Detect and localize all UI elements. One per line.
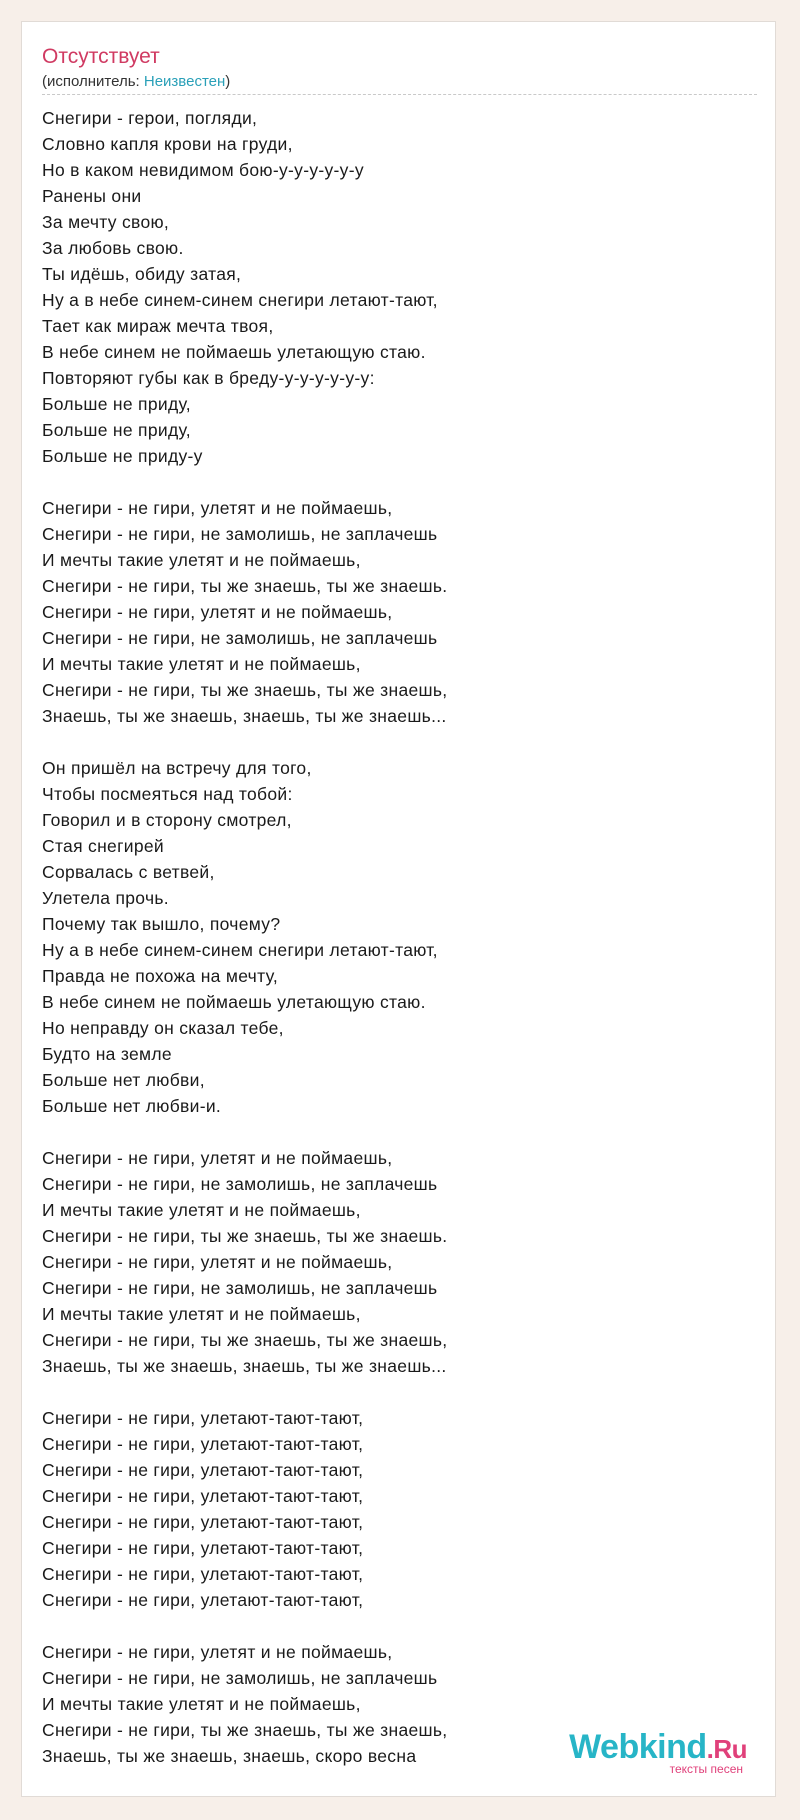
lyric-line: Больше не приду, xyxy=(42,420,191,440)
logo-tld: .Ru xyxy=(706,1734,747,1764)
lyric-line: Снегири - не гири, улетают-тают-тают, xyxy=(42,1434,364,1454)
lyrics-stanza xyxy=(42,495,757,729)
lyric-line: Стая снегирей xyxy=(42,836,164,856)
lyric-line: Больше не приду, xyxy=(42,394,191,414)
lyric-line: Сорвалась с ветвей, xyxy=(42,862,215,882)
lyric-line: И мечты такие улетят и не поймаешь, xyxy=(42,1200,361,1220)
lyric-line: И мечты такие улетят и не поймаешь, xyxy=(42,1694,361,1714)
lyric-line: Будто на земле xyxy=(42,1044,172,1064)
lyric-line: Снегири - не гири, не замолишь, не заплачешь xyxy=(42,1174,438,1194)
lyric-line: Снегири - не гири, ты же знаешь, ты же знаешь, xyxy=(42,1330,448,1350)
lyric-line: Снегири - не гири, не замолишь, не заплачешь xyxy=(42,628,438,648)
lyric-line: Ну а в небе синем-синем снегири летают-тают, xyxy=(42,290,438,310)
lyric-line: Снегири - не гири, улетают-тают-тают, xyxy=(42,1460,364,1480)
lyric-line: Правда не похожа на мечту, xyxy=(42,966,279,986)
lyric-line: Больше нет любви, xyxy=(42,1070,205,1090)
lyric-line: Снегири - не гири, улетят и не поймаешь, xyxy=(42,1148,393,1168)
lyric-line: Ты идёшь, обиду затая, xyxy=(42,264,242,284)
lyric-line: Снегири - не гири, ты же знаешь, ты же знаешь, xyxy=(42,680,448,700)
header-divider xyxy=(42,94,757,95)
lyric-line: Улетела прочь. xyxy=(42,888,169,908)
lyric-line: Но неправду он сказал тебе, xyxy=(42,1018,284,1038)
lyrics-text xyxy=(42,105,757,1795)
lyric-line: Больше нет любви-и. xyxy=(42,1096,222,1116)
lyric-line: Знаешь, ты же знаешь, знаешь, ты же знаешь... xyxy=(42,706,447,726)
lyric-line: Ранены они xyxy=(42,186,142,206)
lyric-line: Снегири - не гири, улетают-тают-тают, xyxy=(42,1512,364,1532)
lyric-line: Снегири - не гири, улетят и не поймаешь, xyxy=(42,602,393,622)
lyric-line: Снегири - не гири, не замолишь, не заплачешь xyxy=(42,1668,438,1688)
artist-suffix: ) xyxy=(225,73,231,90)
lyric-line: Снегири - не гири, улетают-тают-тают, xyxy=(42,1590,364,1610)
lyric-line: Чтобы посмеяться над тобой: xyxy=(42,784,293,804)
lyric-line: Снегири - не гири, ты же знаешь, ты же знаешь. xyxy=(42,576,448,596)
lyric-line: Снегири - не гири, улетят и не поймаешь, xyxy=(42,1252,393,1272)
lyric-line: Снегири - не гири, ты же знаешь, ты же знаешь. xyxy=(42,1226,448,1246)
lyric-line: За любовь свою. xyxy=(42,238,184,258)
lyric-line: Тает как мираж мечта твоя, xyxy=(42,316,274,336)
artist-line xyxy=(42,72,757,92)
lyric-line: Ну а в небе синем-синем снегири летают-тают, xyxy=(42,940,438,960)
lyric-line: Знаешь, ты же знаешь, знаешь, ты же знаешь... xyxy=(42,1356,447,1376)
lyric-line: Знаешь, ты же знаешь, знаешь, скоро весна xyxy=(42,1746,417,1766)
artist-link[interactable]: Неизвестен xyxy=(143,73,226,90)
lyric-line: И мечты такие улетят и не поймаешь, xyxy=(42,654,361,674)
song-title: Отсутствует xyxy=(42,45,160,68)
artist-prefix: (исполнитель: xyxy=(42,73,144,90)
site-logo[interactable] xyxy=(569,1729,747,1776)
lyric-line: Он пришёл на встречу для того, xyxy=(42,758,312,778)
lyric-line: В небе синем не поймаешь улетающую стаю. xyxy=(42,992,426,1012)
song-header xyxy=(42,44,757,92)
lyric-line: Снегири - не гири, улетают-тают-тают, xyxy=(42,1408,364,1428)
lyrics-card xyxy=(21,21,776,1797)
logo-brand: Webkind xyxy=(569,1728,707,1766)
lyric-line: Снегири - герои, погляди, xyxy=(42,108,258,128)
lyric-line: И мечты такие улетят и не поймаешь, xyxy=(42,1304,361,1324)
lyric-line: И мечты такие улетят и не поймаешь, xyxy=(42,550,361,570)
lyric-line: Снегири - не гири, ты же знаешь, ты же знаешь, xyxy=(42,1720,448,1740)
lyric-line: Повторяют губы как в бреду-у-у-у-у-у-у: xyxy=(42,368,375,388)
lyric-line: Снегири - не гири, улетают-тают-тают, xyxy=(42,1564,364,1584)
lyric-line: Словно капля крови на груди, xyxy=(42,134,293,154)
lyric-line: Снегири - не гири, улетают-тают-тают, xyxy=(42,1538,364,1558)
lyric-line: Говорил и в сторону смотрел, xyxy=(42,810,292,830)
lyric-line: Снегири - не гири, улетают-тают-тают, xyxy=(42,1486,364,1506)
lyric-line: Больше не приду-у xyxy=(42,446,203,466)
lyric-line: В небе синем не поймаешь улетающую стаю. xyxy=(42,342,426,362)
lyric-line: За мечту свою, xyxy=(42,212,170,232)
lyrics-stanza xyxy=(42,1405,757,1613)
lyric-line: Снегири - не гири, не замолишь, не заплачешь xyxy=(42,1278,438,1298)
lyric-line: Снегири - не гири, не замолишь, не заплачешь xyxy=(42,524,438,544)
lyric-line: Снегири - не гири, улетят и не поймаешь, xyxy=(42,1642,393,1662)
lyrics-stanza xyxy=(42,755,757,1119)
lyrics-stanza xyxy=(42,105,757,469)
lyric-line: Снегири - не гири, улетят и не поймаешь, xyxy=(42,498,393,518)
logo-tagline: тексты песен xyxy=(669,1762,743,1776)
lyrics-stanza xyxy=(42,1145,757,1379)
lyric-line: Но в каком невидимом бою-у-у-у-у-у-у xyxy=(42,160,364,180)
lyric-line: Почему так вышло, почему? xyxy=(42,914,281,934)
